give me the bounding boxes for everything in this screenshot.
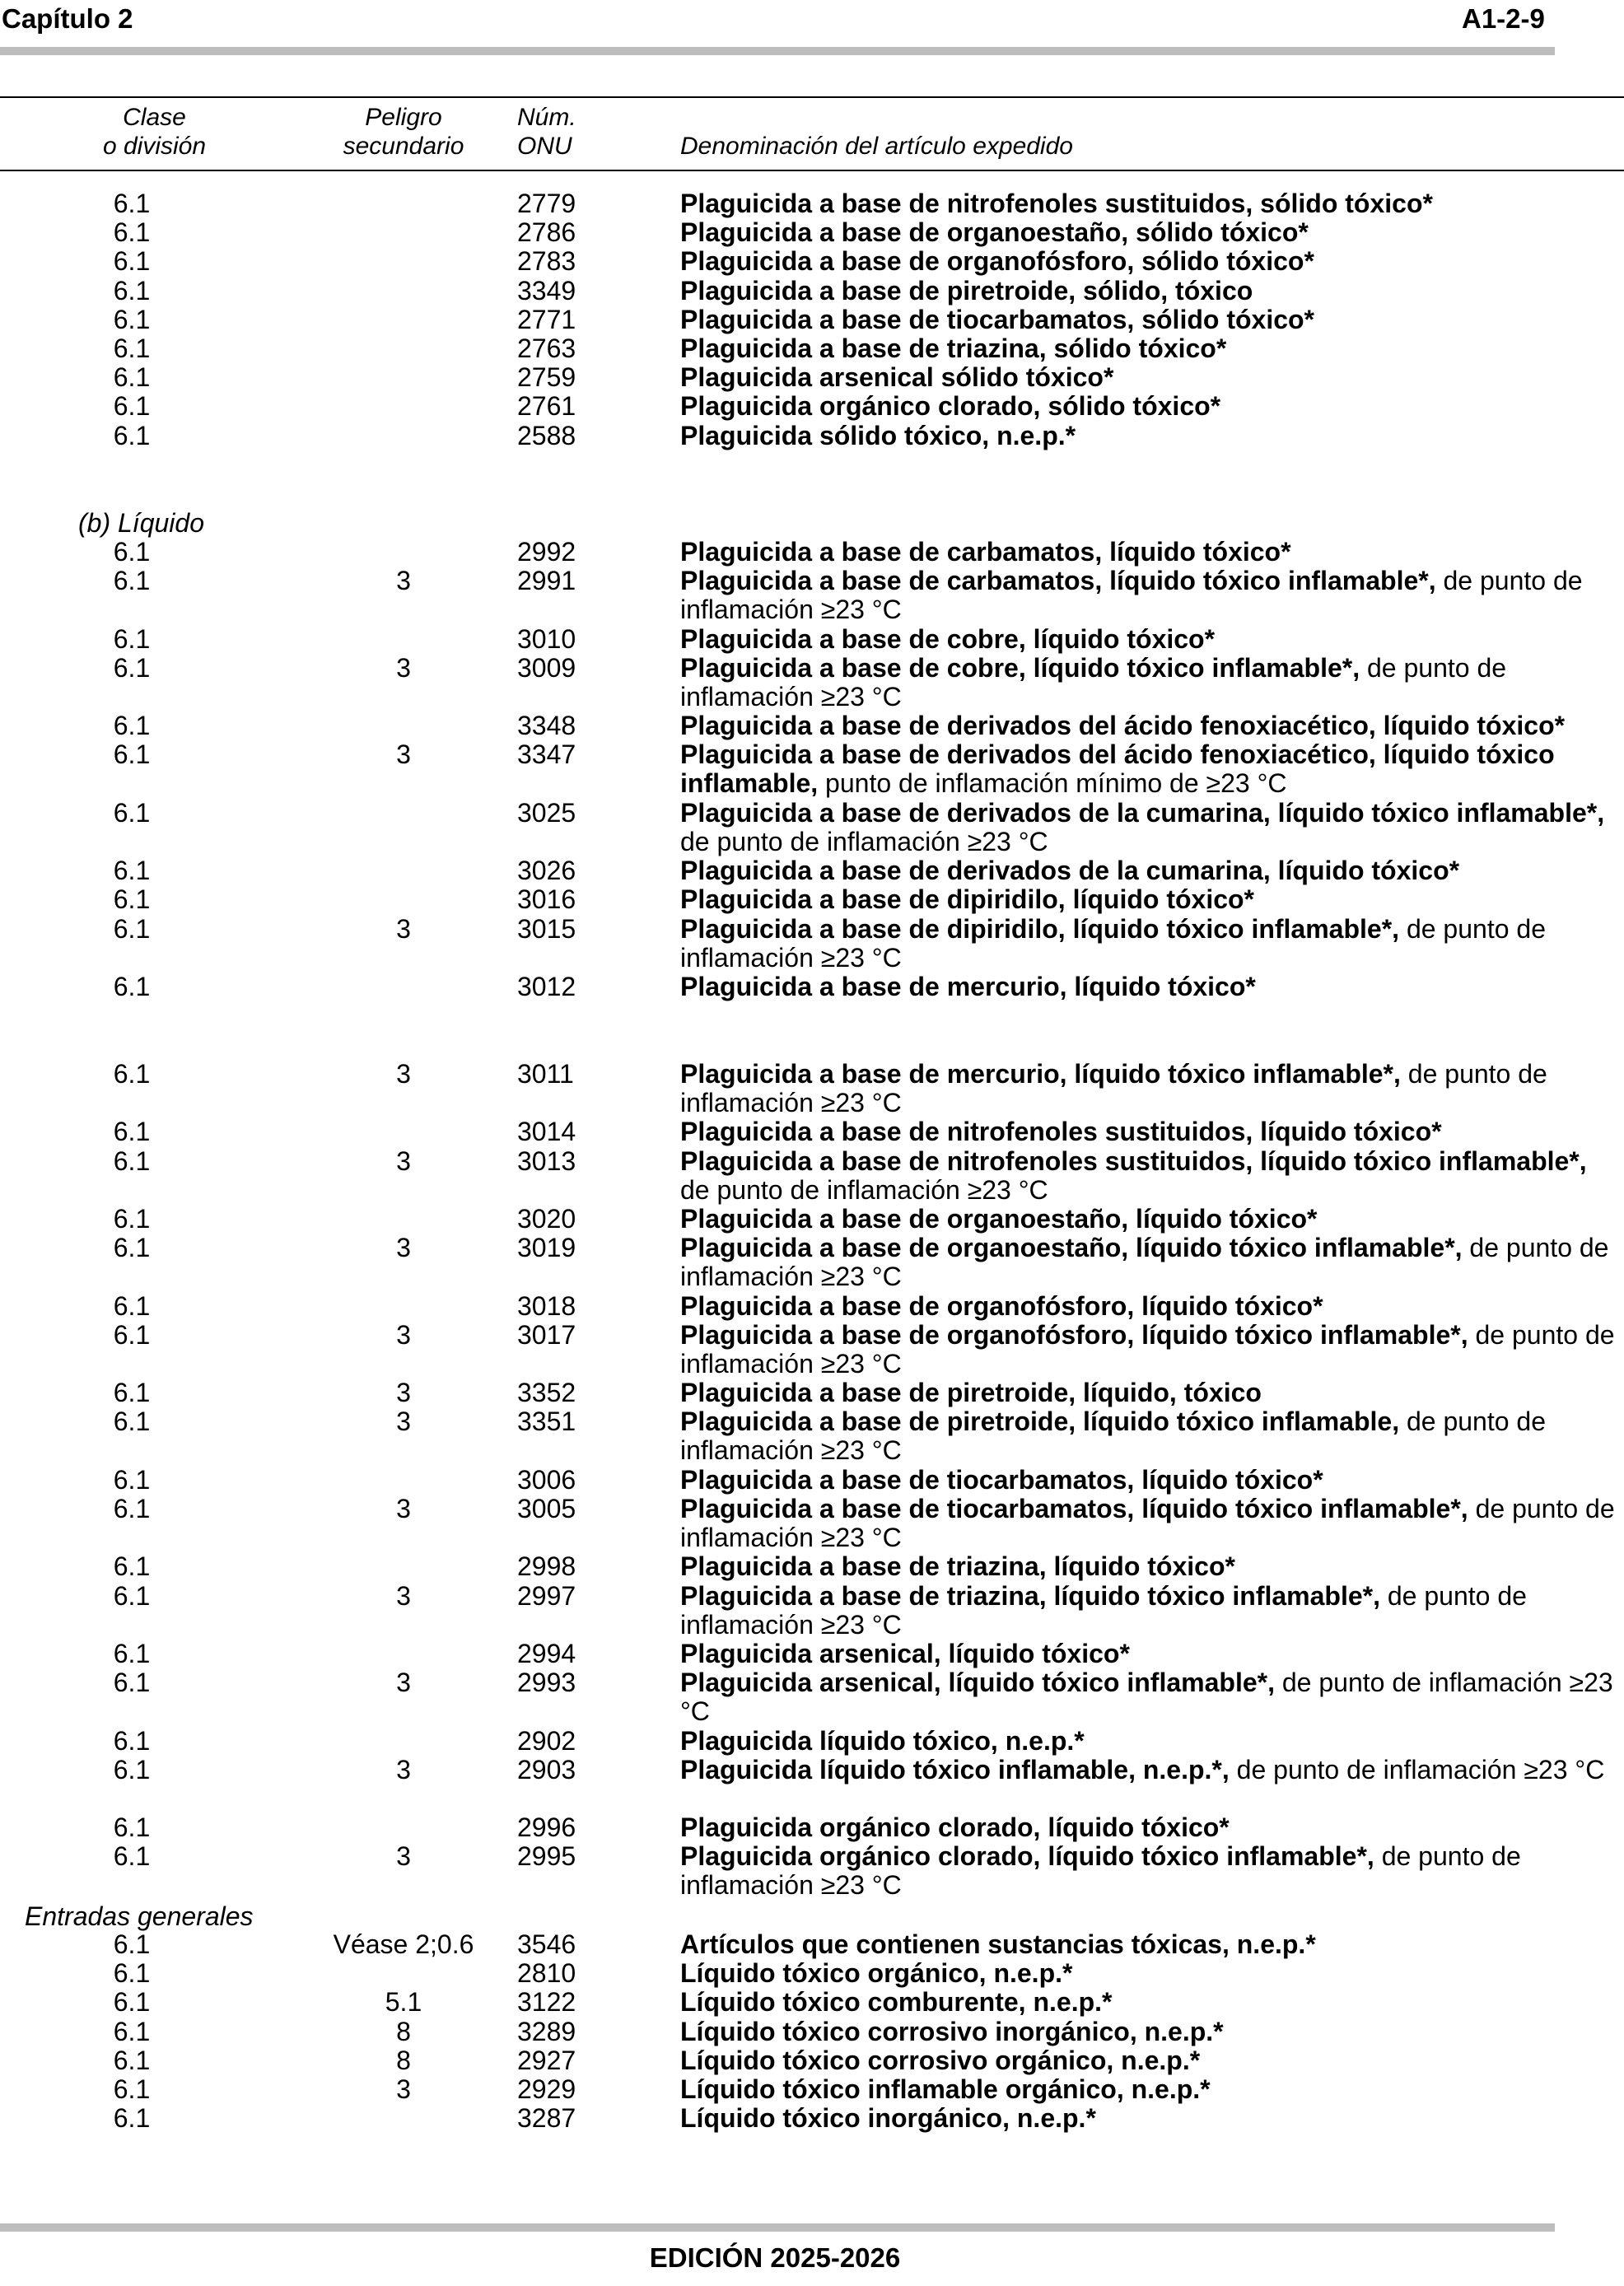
class-cell: 6.1 <box>113 1581 151 1611</box>
description-cell <box>680 1495 1623 1552</box>
un-number-cell: 3026 <box>517 856 576 885</box>
shipping-name: Líquido tóxico orgánico, n.e.p.* <box>680 1958 1073 1988</box>
description-cell <box>680 1117 1623 1146</box>
class-cell: 6.1 <box>113 1204 151 1234</box>
class-cell: 6.1 <box>113 2103 151 2133</box>
class-cell: 6.1 <box>113 566 151 595</box>
secondary-hazard-cell: 3 <box>396 1841 411 1871</box>
shipping-name: Líquido tóxico inorgánico, n.e.p.* <box>680 2103 1096 2133</box>
secondary-hazard-cell: 3 <box>396 566 411 595</box>
class-cell: 6.1 <box>113 1668 151 1697</box>
class-cell: 6.1 <box>113 362 151 392</box>
description-cell <box>680 915 1623 973</box>
un-number-cell: 3349 <box>517 276 576 306</box>
class-cell: 6.1 <box>113 1987 151 2017</box>
un-number-cell: 2903 <box>517 1755 576 1784</box>
description-note: de punto de inflamación ≥23 °C <box>680 566 1583 624</box>
shipping-name: Plaguicida a base de derivados del ácido fenoxiacético, líquido tóxico inflamable, <box>680 739 1555 798</box>
un-number-cell: 2995 <box>517 1841 576 1871</box>
shipping-name: Plaguicida a base de organoestaño, sólido tóxico* <box>680 217 1309 247</box>
shipping-name: Plaguicida a base de tiocarbamatos, sólido tóxico* <box>680 305 1314 334</box>
shipping-name: Plaguicida a base de triazina, líquido tóxico inflamable*, <box>680 1581 1380 1611</box>
section-label: (b) Líquido <box>78 508 204 538</box>
class-cell: 6.1 <box>113 391 151 421</box>
shipping-name: Plaguicida a base de tiocarbamatos, líquido tóxico* <box>680 1465 1323 1495</box>
class-cell: 6.1 <box>113 884 151 914</box>
un-number-cell: 2992 <box>517 537 576 567</box>
un-number-cell: 2763 <box>517 334 576 363</box>
shipping-name: Plaguicida a base de nitrofenoles sustituidos, sólido tóxico* <box>680 189 1433 218</box>
column-header-denominacion: Denominación del artículo expedido <box>680 133 1073 160</box>
secondary-hazard-cell: 3 <box>396 1320 411 1350</box>
un-number-cell: 3018 <box>517 1291 576 1321</box>
class-cell: 6.1 <box>113 1929 151 1959</box>
description-cell <box>680 189 1623 218</box>
shipping-name: Plaguicida a base de organofósforo, líquido tóxico* <box>680 1291 1323 1321</box>
shipping-name: Plaguicida a base de organoestaño, líquido tóxico inflamable*, <box>680 1233 1463 1262</box>
description-note: punto de inflamación mínimo de ≥23 °C <box>818 768 1287 798</box>
description-cell <box>680 363 1623 392</box>
shipping-name: Plaguicida arsenical, líquido tóxico inflamable*, <box>680 1668 1275 1697</box>
description-cell <box>680 1959 1623 1988</box>
un-number-cell: 3289 <box>517 2017 576 2046</box>
shipping-name: Plaguicida a base de cobre, líquido tóxico* <box>680 624 1216 654</box>
shipping-name: Líquido tóxico inflamable orgánico, n.e.p.* <box>680 2074 1211 2104</box>
class-cell: 6.1 <box>113 1958 151 1988</box>
class-cell: 6.1 <box>113 624 151 654</box>
description-cell <box>680 334 1623 363</box>
description-cell <box>680 1321 1623 1379</box>
class-cell: 6.1 <box>113 537 151 567</box>
secondary-hazard-cell: 3 <box>396 1233 411 1262</box>
shipping-name: Plaguicida a base de carbamatos, líquido tóxico inflamable*, <box>680 566 1436 595</box>
shipping-name: Plaguicida líquido tóxico, n.e.p.* <box>680 1726 1085 1756</box>
class-cell: 6.1 <box>113 1755 151 1784</box>
description-cell <box>680 1205 1623 1234</box>
description-cell <box>680 1756 1623 1784</box>
description-note: de punto de inflamación ≥23 °C <box>680 1059 1547 1117</box>
class-cell: 6.1 <box>113 711 151 740</box>
description-cell <box>680 567 1623 624</box>
description-cell <box>680 1234 1623 1291</box>
un-number-cell: 2997 <box>517 1581 576 1611</box>
description-note: de punto de inflamación ≥23 °C <box>680 1494 1615 1552</box>
class-cell: 6.1 <box>113 217 151 247</box>
class-cell: 6.1 <box>113 2046 151 2075</box>
description-cell <box>680 973 1623 1001</box>
secondary-hazard-cell: 3 <box>396 1494 411 1523</box>
description-note: de punto de inflamación ≥23 °C <box>680 1668 1613 1726</box>
description-cell <box>680 654 1623 711</box>
description-cell <box>680 1552 1623 1581</box>
description-cell <box>680 1988 1623 2017</box>
un-number-cell: 2902 <box>517 1726 576 1756</box>
un-number-cell: 2786 <box>517 217 576 247</box>
edition-label: EDICIÓN 2025-2026 <box>649 2242 901 2273</box>
description-cell <box>680 1582 1623 1640</box>
class-cell: 6.1 <box>113 1551 151 1581</box>
description-cell <box>680 306 1623 334</box>
description-cell <box>680 1466 1623 1495</box>
shipping-name: Plaguicida a base de piretroide, líquido, tóxico <box>680 1378 1262 1407</box>
class-cell: 6.1 <box>113 1465 151 1495</box>
un-number-cell: 3006 <box>517 1465 576 1495</box>
shipping-name: Plaguicida a base de piretroide, líquido tóxico inflamable, <box>680 1407 1400 1436</box>
un-number-cell: 3012 <box>517 972 576 1001</box>
shipping-name: Plaguicida a base de derivados del ácido fenoxiacético, líquido tóxico* <box>680 711 1566 740</box>
description-cell <box>680 247 1623 276</box>
description-cell <box>680 1379 1623 1407</box>
secondary-hazard-cell: 3 <box>396 1581 411 1611</box>
un-number-cell: 3005 <box>517 1494 576 1523</box>
description-cell <box>680 1407 1623 1465</box>
un-number-cell: 3011 <box>517 1059 574 1089</box>
shipping-name: Plaguicida a base de dipiridilo, líquido tóxico inflamable*, <box>680 914 1400 944</box>
shipping-name: Plaguicida a base de nitrofenoles sustituidos, líquido tóxico inflamable*, <box>680 1146 1587 1176</box>
page-number: A1-2-9 <box>1462 3 1545 34</box>
page-footer <box>0 2242 1624 2274</box>
shipping-name: Plaguicida a base de triazina, líquido tóxico* <box>680 1551 1235 1581</box>
un-number-cell: 2771 <box>517 305 576 334</box>
class-cell: 6.1 <box>113 1378 151 1407</box>
un-number-cell: 3015 <box>517 914 576 944</box>
description-cell <box>680 625 1623 654</box>
shipping-name: Plaguicida a base de organofósforo, líquido tóxico inflamable*, <box>680 1320 1468 1350</box>
un-number-cell: 2761 <box>517 391 576 421</box>
footer-rule <box>0 2223 1555 2232</box>
class-cell: 6.1 <box>113 276 151 306</box>
secondary-hazard-cell: 3 <box>396 1146 411 1176</box>
description-cell <box>680 1930 1623 1959</box>
un-number-cell: 2929 <box>517 2074 576 2104</box>
secondary-hazard-cell: 3 <box>396 1059 411 1089</box>
description-cell <box>680 2075 1623 2104</box>
shipping-name: Plaguicida a base de dipiridilo, líquido tóxico* <box>680 884 1254 914</box>
class-cell: 6.1 <box>113 246 151 276</box>
class-cell: 6.1 <box>113 2017 151 2046</box>
class-cell: 6.1 <box>113 1494 151 1523</box>
description-cell <box>680 1640 1623 1668</box>
class-cell: 6.1 <box>113 1117 151 1146</box>
shipping-name: Líquido tóxico comburente, n.e.p.* <box>680 1987 1113 2017</box>
description-note: de punto de inflamación ≥23 °C <box>680 827 1048 856</box>
shipping-name: Plaguicida arsenical sólido tóxico* <box>680 362 1114 392</box>
description-note: de punto de inflamación ≥23 °C <box>1229 1755 1605 1784</box>
description-cell <box>680 1147 1623 1205</box>
description-note: de punto de inflamación ≥23 °C <box>680 1175 1048 1205</box>
description-cell <box>680 538 1623 567</box>
section-label: Entradas generales <box>25 1901 254 1931</box>
class-cell: 6.1 <box>113 1841 151 1871</box>
secondary-hazard-cell: 8 <box>396 2046 411 2075</box>
shipping-name: Plaguicida a base de piretroide, sólido, tóxico <box>680 276 1253 306</box>
description-note: de punto de inflamación ≥23 °C <box>680 1233 1609 1291</box>
description-note: de punto de inflamación ≥23 °C <box>680 1841 1521 1900</box>
column-header-clase: Clase o división <box>102 104 207 160</box>
shipping-name: Plaguicida a base de nitrofenoles sustituidos, líquido tóxico* <box>680 1117 1442 1146</box>
un-number-cell: 3546 <box>517 1929 576 1959</box>
shipping-name: Plaguicida a base de tiocarbamatos, líquido tóxico inflamable*, <box>680 1494 1468 1523</box>
shipping-name: Plaguicida a base de triazina, sólido tóxico* <box>680 334 1227 363</box>
un-number-cell: 2759 <box>517 362 576 392</box>
class-cell: 6.1 <box>113 189 151 218</box>
description-cell <box>680 422 1623 450</box>
shipping-name: Líquido tóxico corrosivo orgánico, n.e.p.* <box>680 2046 1201 2075</box>
description-cell <box>680 218 1623 247</box>
description-note: de punto de inflamación ≥23 °C <box>680 1320 1615 1379</box>
description-cell <box>680 885 1623 914</box>
un-number-cell: 3017 <box>517 1320 576 1350</box>
class-cell: 6.1 <box>113 798 151 828</box>
description-cell <box>680 2046 1623 2075</box>
shipping-name: Líquido tóxico corrosivo inorgánico, n.e.p.* <box>680 2017 1224 2046</box>
un-number-cell: 3020 <box>517 1204 576 1234</box>
class-cell: 6.1 <box>113 1320 151 1350</box>
description-cell <box>680 1813 1623 1842</box>
class-cell: 6.1 <box>113 739 151 769</box>
class-cell: 6.1 <box>113 1233 151 1262</box>
shipping-name: Plaguicida a base de mercurio, líquido tóxico* <box>680 972 1256 1001</box>
secondary-hazard-cell: 8 <box>396 2017 411 2046</box>
un-number-cell: 3016 <box>517 884 576 914</box>
description-note: de punto de inflamación ≥23 °C <box>680 914 1546 973</box>
description-cell <box>680 277 1623 306</box>
shipping-name: Plaguicida orgánico clorado, líquido tóxico inflamable*, <box>680 1841 1374 1871</box>
shipping-name: Plaguicida a base de cobre, líquido tóxico inflamable*, <box>680 653 1360 683</box>
un-number-cell: 2927 <box>517 2046 576 2075</box>
un-number-cell: 2783 <box>517 246 576 276</box>
class-cell: 6.1 <box>113 1812 151 1842</box>
secondary-hazard-cell: 3 <box>396 653 411 683</box>
shipping-name: Plaguicida a base de derivados de la cumarina, líquido tóxico* <box>680 856 1460 885</box>
un-number-cell: 3352 <box>517 1378 576 1407</box>
class-cell: 6.1 <box>113 856 151 885</box>
class-cell: 6.1 <box>113 1639 151 1668</box>
shipping-name: Plaguicida orgánico clorado, sólido tóxico* <box>680 391 1221 421</box>
un-number-cell: 3122 <box>517 1987 576 2017</box>
class-cell: 6.1 <box>113 305 151 334</box>
shipping-name: Plaguicida a base de organofósforo, sólido tóxico* <box>680 246 1314 276</box>
un-number-cell: 3287 <box>517 2103 576 2133</box>
secondary-hazard-cell: 3 <box>396 2074 411 2104</box>
shipping-name: Artículos que contienen sustancias tóxicas, n.e.p.* <box>680 1929 1316 1959</box>
table-top-rule <box>0 96 1624 98</box>
description-note: de punto de inflamación ≥23 °C <box>680 1581 1527 1640</box>
un-number-cell: 2810 <box>517 1958 576 1988</box>
description-cell <box>680 1060 1623 1117</box>
description-cell <box>680 392 1623 421</box>
description-cell <box>680 2018 1623 2046</box>
header-bottom-rule <box>0 170 1624 171</box>
column-header-peligro: Peligro secundario <box>343 104 464 160</box>
class-cell: 6.1 <box>113 1146 151 1176</box>
un-number-cell: 3009 <box>517 653 576 683</box>
class-cell: 6.1 <box>113 421 151 450</box>
class-cell: 6.1 <box>113 1291 151 1321</box>
class-cell: 6.1 <box>113 2074 151 2104</box>
column-header-onu: Núm. ONU <box>517 104 576 160</box>
un-number-cell: 2779 <box>517 189 576 218</box>
header-rule <box>0 47 1555 55</box>
un-number-cell: 3013 <box>517 1146 576 1176</box>
class-cell: 6.1 <box>113 1059 151 1089</box>
un-number-cell: 2996 <box>517 1812 576 1842</box>
un-number-cell: 3014 <box>517 1117 576 1146</box>
un-number-cell: 2991 <box>517 566 576 595</box>
secondary-hazard-cell: 3 <box>396 739 411 769</box>
shipping-name: Plaguicida sólido tóxico, n.e.p.* <box>680 421 1076 450</box>
secondary-hazard-cell: 3 <box>396 914 411 944</box>
secondary-hazard-cell: 3 <box>396 1755 411 1784</box>
class-cell: 6.1 <box>113 334 151 363</box>
un-number-cell: 3010 <box>517 624 576 654</box>
shipping-name: Plaguicida a base de carbamatos, líquido tóxico* <box>680 537 1291 567</box>
un-number-cell: 2998 <box>517 1551 576 1581</box>
class-cell: 6.1 <box>113 1726 151 1756</box>
shipping-name: Plaguicida a base de organoestaño, líquido tóxico* <box>680 1204 1318 1234</box>
class-cell: 6.1 <box>113 914 151 944</box>
shipping-name: Plaguicida orgánico clorado, líquido tóxico* <box>680 1812 1230 1842</box>
secondary-hazard-cell: Véase 2;0.6 <box>333 1929 474 1959</box>
description-cell <box>680 1668 1623 1726</box>
un-number-cell: 3348 <box>517 711 576 740</box>
un-number-cell: 3347 <box>517 739 576 769</box>
description-note: de punto de inflamación ≥23 °C <box>680 1407 1547 1465</box>
description-note: de punto de inflamación ≥23 °C <box>680 653 1507 711</box>
secondary-hazard-cell: 5.1 <box>385 1987 422 2017</box>
description-cell <box>680 740 1623 798</box>
description-cell <box>680 856 1623 885</box>
un-number-cell: 2994 <box>517 1639 576 1668</box>
chapter-title: Capítulo 2 <box>2 3 133 34</box>
shipping-name: Plaguicida líquido tóxico inflamable, n.e.p.*, <box>680 1755 1230 1784</box>
secondary-hazard-cell: 3 <box>396 1407 411 1436</box>
description-cell <box>680 799 1623 856</box>
secondary-hazard-cell: 3 <box>396 1668 411 1697</box>
class-cell: 6.1 <box>113 972 151 1001</box>
un-number-cell: 3351 <box>517 1407 576 1436</box>
un-number-cell: 2588 <box>517 421 576 450</box>
shipping-name: Plaguicida a base de mercurio, líquido tóxico inflamable*, <box>680 1059 1401 1089</box>
class-cell: 6.1 <box>113 653 151 683</box>
un-number-cell: 3019 <box>517 1233 576 1262</box>
class-cell: 6.1 <box>113 1407 151 1436</box>
description-cell <box>680 1842 1623 1900</box>
shipping-name: Plaguicida a base de derivados de la cumarina, líquido tóxico inflamable*, <box>680 798 1605 828</box>
un-number-cell: 2993 <box>517 1668 576 1697</box>
shipping-name: Plaguicida arsenical, líquido tóxico* <box>680 1639 1130 1668</box>
description-cell <box>680 711 1623 740</box>
secondary-hazard-cell: 3 <box>396 1378 411 1407</box>
un-number-cell: 3025 <box>517 798 576 828</box>
description-cell <box>680 1292 1623 1321</box>
description-cell <box>680 1727 1623 1756</box>
description-cell <box>680 2104 1623 2133</box>
